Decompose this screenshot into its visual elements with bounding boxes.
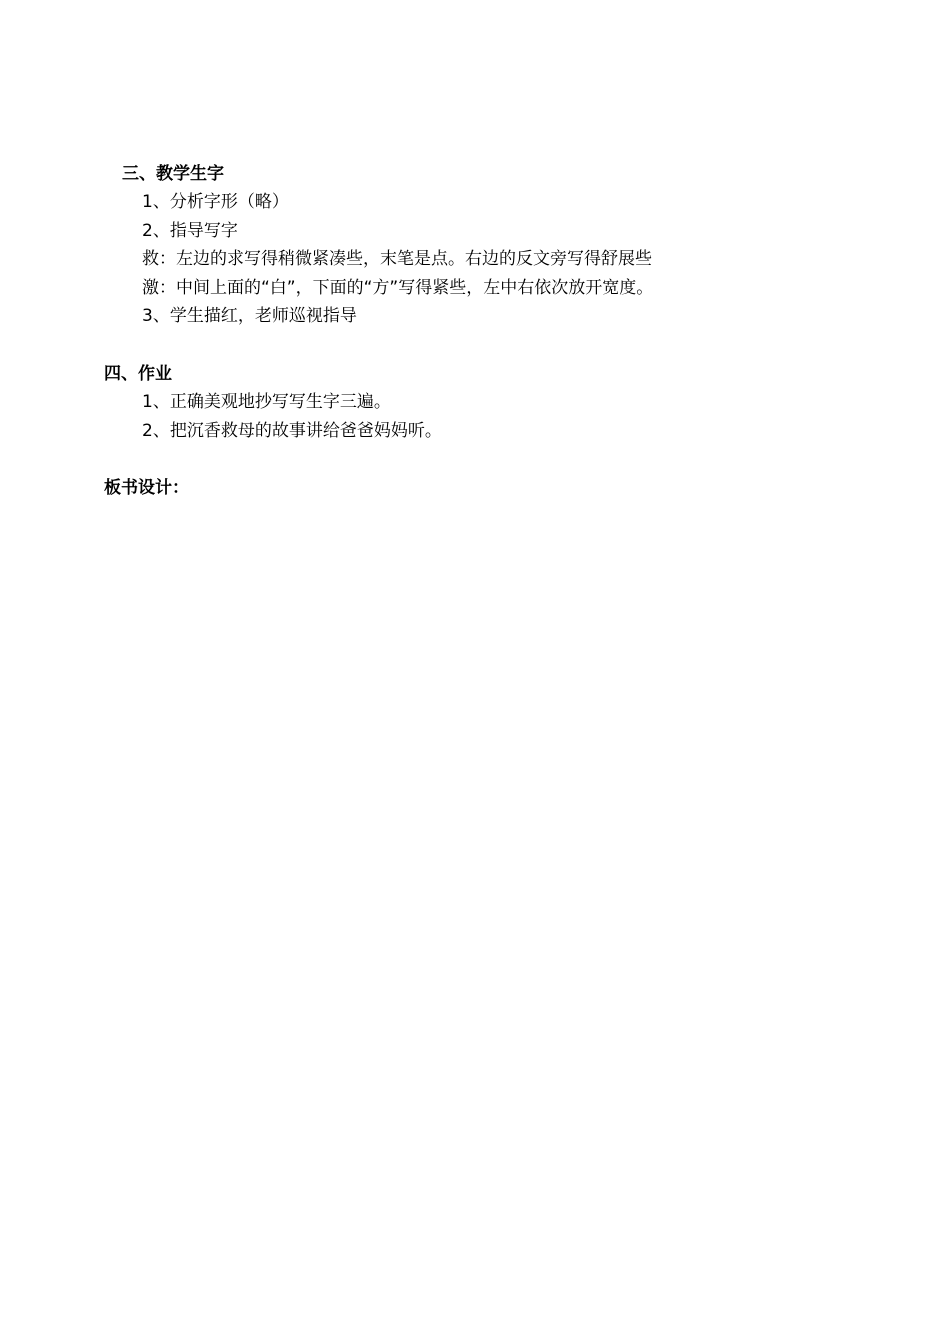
section-3-item-5: 3、学生描红，老师巡视指导 bbox=[142, 306, 357, 326]
section-3-heading: 三、教学生字 bbox=[122, 164, 224, 184]
section-3-item-2: 2、指导写字 bbox=[142, 221, 238, 241]
section-4-item-1: 1、正确美观地抄写写生字三遍。 bbox=[142, 392, 391, 412]
section-4-item-2: 2、把沉香救母的故事讲给爸爸妈妈听。 bbox=[142, 421, 442, 441]
board-design-heading: 板书设计： bbox=[104, 478, 189, 498]
section-3-item-3: 救：左边的求写得稍微紧凑些，末笔是点。右边的反文旁写得舒展些 bbox=[142, 249, 652, 269]
section-3-item-4: 激：中间上面的“白”，下面的“方”写得紧些，左中右依次放开宽度。 bbox=[142, 278, 654, 298]
section-3-item-1: 1、分析字形（略） bbox=[142, 192, 289, 212]
section-4-heading: 四、作业 bbox=[104, 364, 172, 384]
